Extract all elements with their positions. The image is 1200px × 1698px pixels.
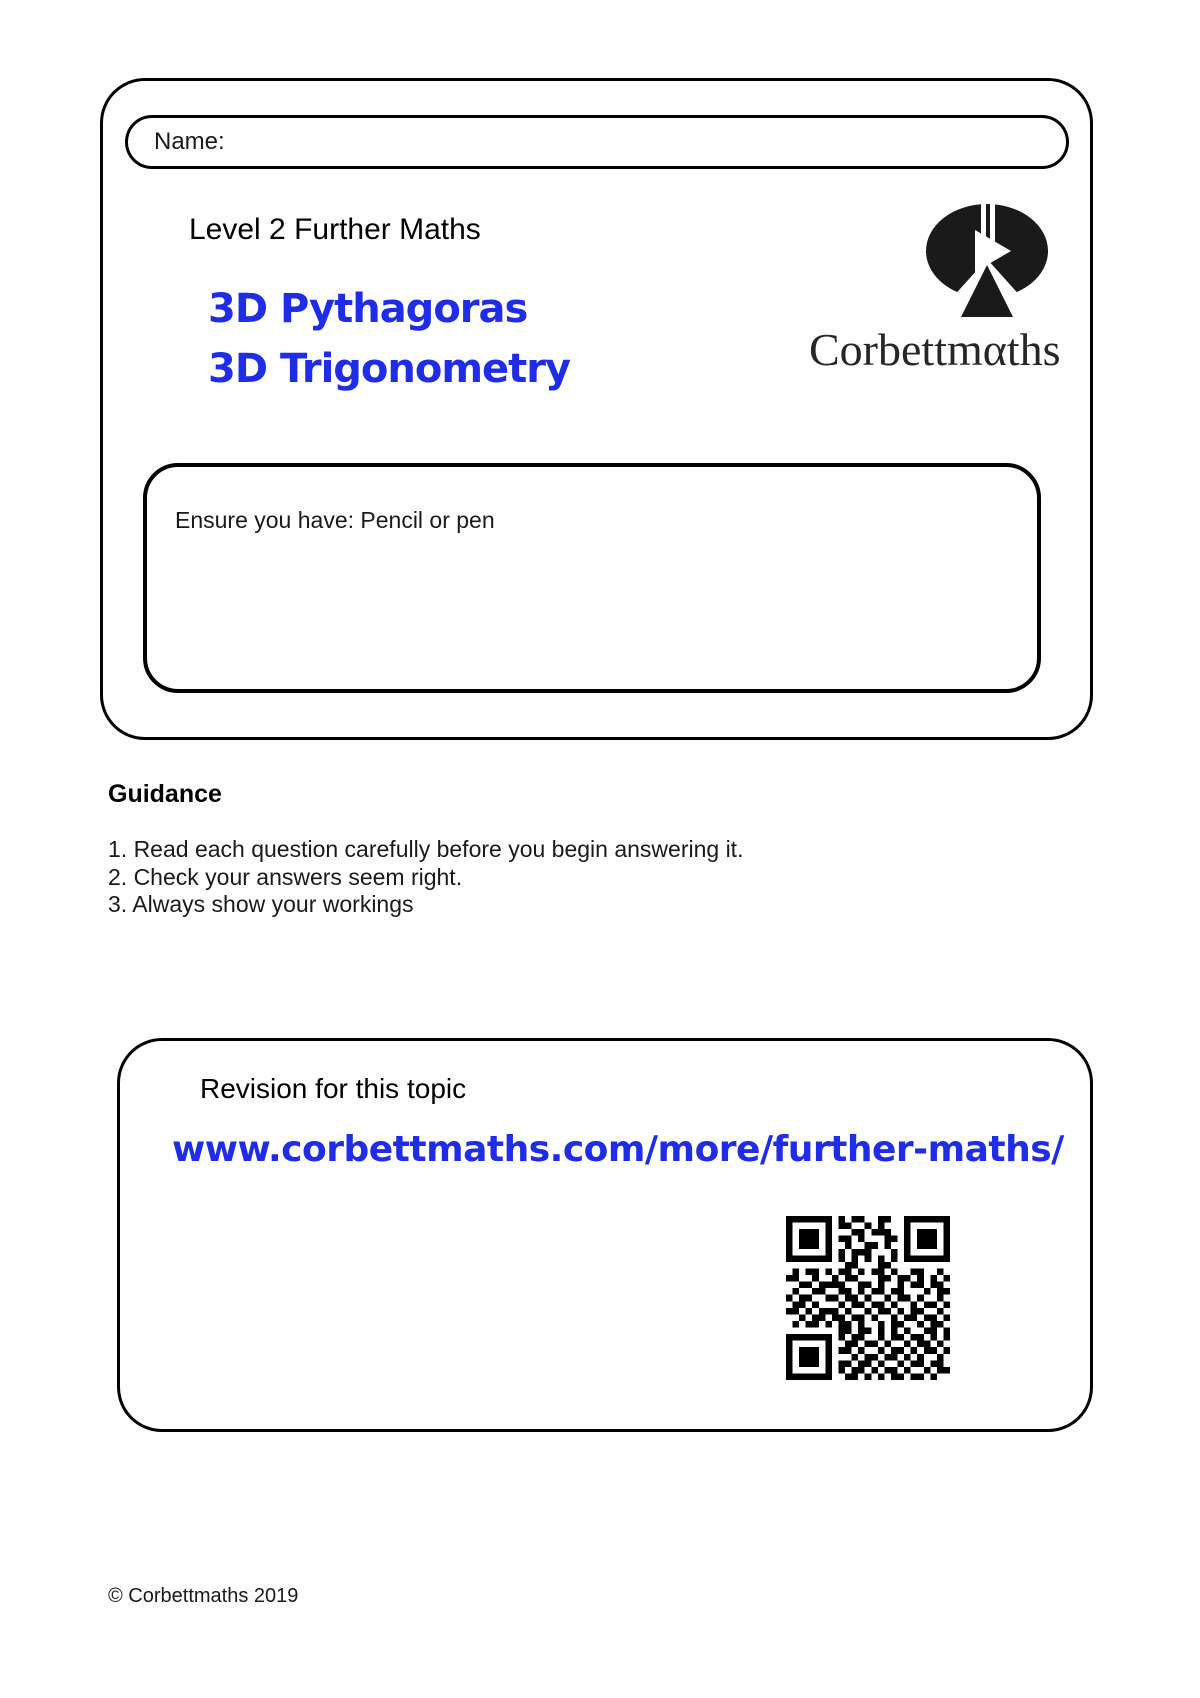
topic-title bbox=[208, 279, 570, 399]
guidance-item-1: 1. Read each question carefully before you begin answering it. bbox=[108, 836, 744, 862]
qr-code bbox=[786, 1216, 950, 1380]
revision-card bbox=[117, 1038, 1093, 1432]
guidance-list bbox=[108, 836, 743, 919]
course-title: Level 2 Further Maths bbox=[189, 213, 481, 246]
name-label: Name: bbox=[154, 128, 225, 155]
name-field[interactable] bbox=[125, 115, 1069, 169]
topic-line-1: 3D Pythagoras bbox=[208, 286, 528, 332]
revision-heading: Revision for this topic bbox=[200, 1073, 467, 1104]
logo-brand-text: Corbettmαths bbox=[809, 324, 1061, 375]
corbettmaths-logo-icon bbox=[923, 203, 1051, 321]
topic-line-2: 3D Trigonometry bbox=[208, 346, 571, 392]
materials-box bbox=[143, 463, 1041, 693]
corbettmaths-logo bbox=[693, 199, 1083, 454]
guidance-heading: Guidance bbox=[108, 780, 222, 808]
header-card bbox=[100, 78, 1093, 740]
copyright-text: © Corbettmaths 2019 bbox=[108, 1585, 299, 1607]
guidance-item-3: 3. Always show your workings bbox=[108, 891, 414, 917]
revision-url-link[interactable]: www.corbettmaths.com/more/further-maths/ bbox=[172, 1129, 1064, 1170]
guidance-item-2: 2. Check your answers seem right. bbox=[108, 863, 463, 890]
materials-text: Ensure you have: Pencil or pen bbox=[175, 507, 495, 533]
